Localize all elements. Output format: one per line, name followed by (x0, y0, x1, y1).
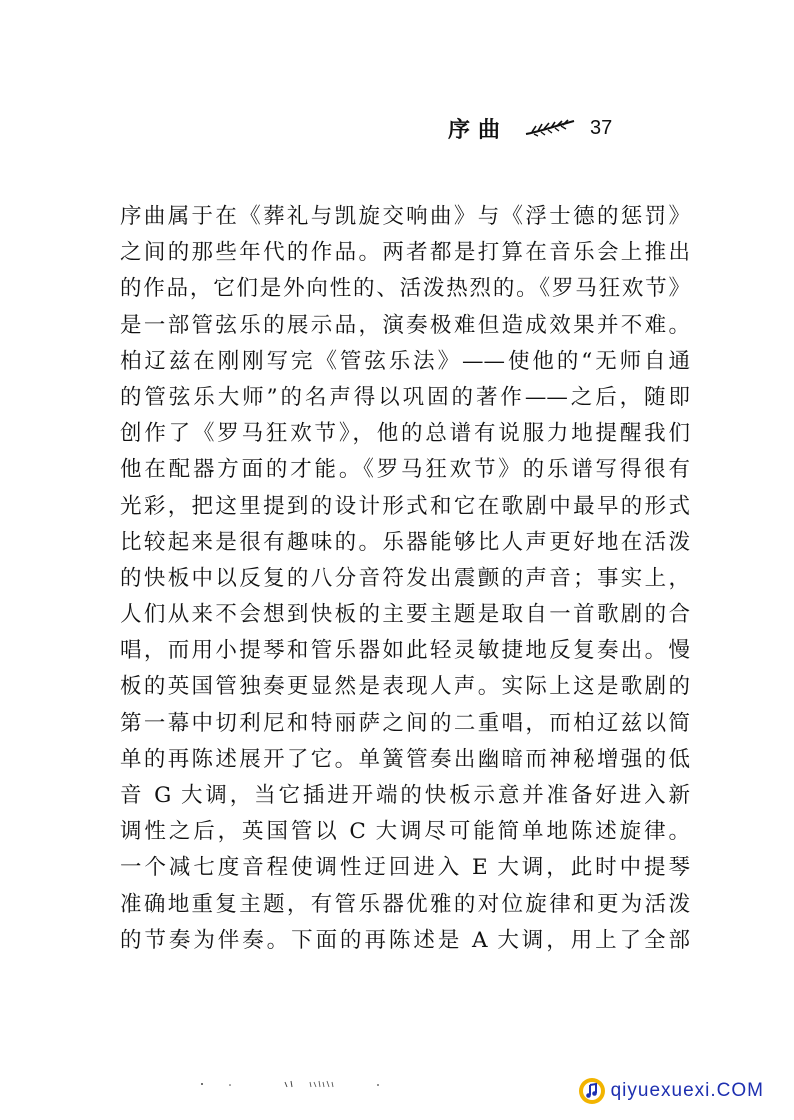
text-line: 单的再陈述展开了它。单簧管奏出幽暗而神秘增强的低 (120, 746, 690, 772)
text-line: 的管弦乐大师”的名声得以巩固的著作——之后，随即 (120, 384, 690, 410)
text-line: 板的英国管独奏更显然是表现人声。实际上这是歌剧的 (120, 674, 690, 700)
scan-noise-marks (190, 1079, 390, 1089)
text-line: 之间的那些年代的作品。两者都是打算在音乐会上推出 (120, 240, 690, 266)
music-note-logo-icon (577, 1076, 607, 1106)
feather-flourish-icon (524, 119, 576, 137)
text-line: 光彩，把这里提到的设计形式和它在歌剧中最早的形式 (120, 493, 690, 519)
text-line: 的节奏为伴奏。下面的再陈述是 A 大调，用上了全部 (120, 927, 690, 953)
text-line: 唱，而用小提琴和管乐器如此轻灵敏捷地反复奏出。慢 (120, 638, 690, 664)
text-line: 的作品，它们是外向性的、活泼热烈的。《罗马狂欢节》 (120, 276, 690, 302)
text-line: 他在配器方面的才能。《罗马狂欢节》的乐谱写得很有 (120, 457, 690, 483)
text-line: 调性之后，英国管以 C 大调尽可能简单地陈述旋律。 (120, 819, 690, 845)
watermark-text: qiyuexuexi.COM (610, 1080, 764, 1101)
text-line: 序曲属于在《葬礼与凯旋交响曲》与《浮士德的惩罚》 (120, 204, 690, 229)
site-watermark (577, 1076, 764, 1106)
section-title: 序曲 (448, 116, 509, 143)
text-line: 柏辽兹在刚刚写完《管弦乐法》——使他的“无师自通 (120, 348, 690, 374)
running-head (448, 112, 612, 144)
body-text (120, 199, 690, 959)
text-line: 音 G 大调，当它插进开端的快板示意并准备好进入新 (120, 783, 690, 808)
text-line: 创作了《罗马狂欢节》，他的总谱有说服力地提醒我们 (120, 421, 690, 447)
text-line: 一个减七度音程使调性迂回进入 E 大调，此时中提琴 (120, 855, 690, 881)
text-line: 第一幕中切利尼和特丽萨之间的二重唱，而柏辽兹以简 (120, 710, 690, 736)
page-number: 37 (590, 116, 613, 139)
text-line: 准确地重复主题，有管乐器优雅的对位旋律和更为活泼 (120, 891, 690, 917)
text-line: 的快板中以反复的八分音符发出震颤的声音；事实上， (120, 565, 690, 591)
text-line: 比较起来是很有趣味的。乐器能够比人声更好地在活泼 (120, 529, 690, 555)
text-line: 是一部管弦乐的展示品，演奏极难但造成效果并不难。 (120, 312, 690, 338)
text-line: 人们从来不会想到快板的主要主题是取自一首歌剧的合 (120, 602, 690, 628)
